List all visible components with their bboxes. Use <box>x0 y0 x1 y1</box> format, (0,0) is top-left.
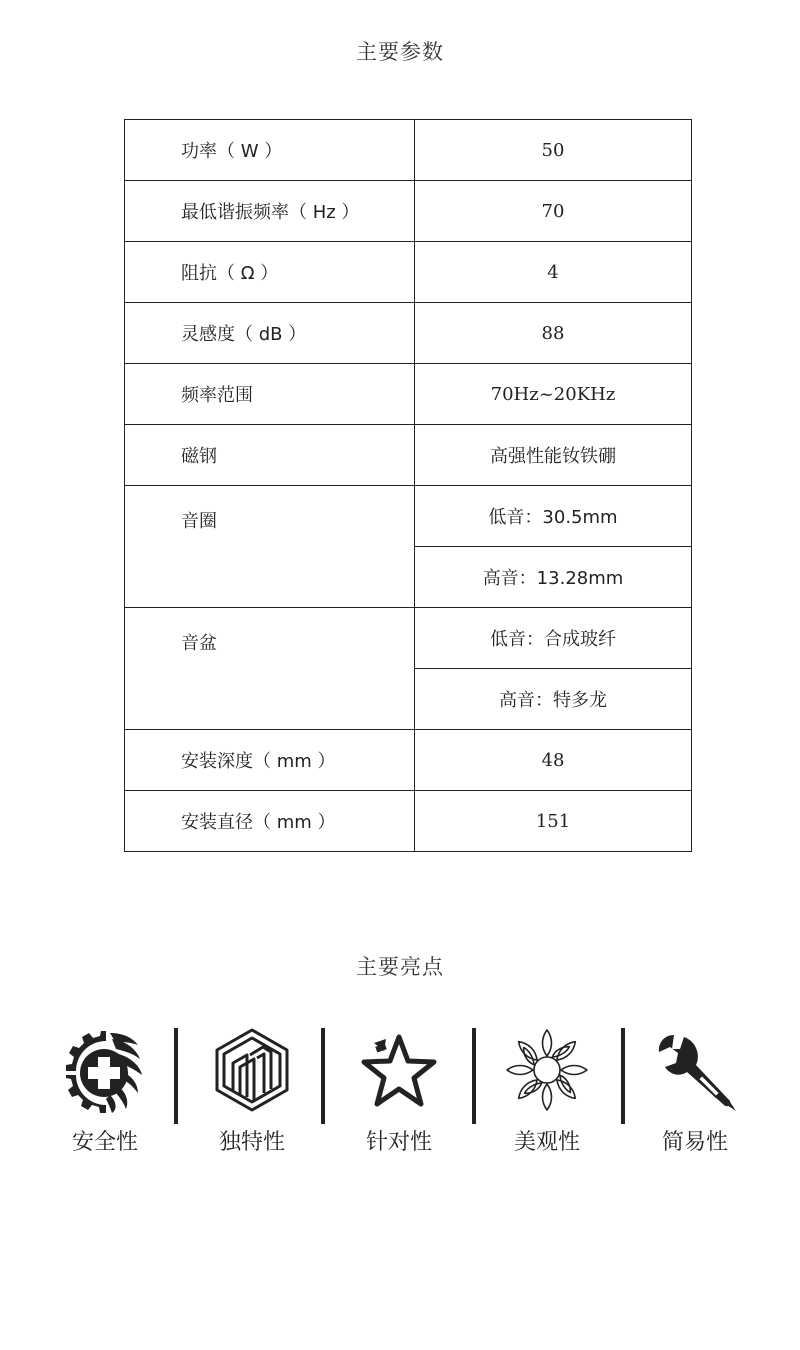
table-row <box>125 303 692 364</box>
spec-label-magnet: 磁钢 <box>125 425 415 486</box>
table-row <box>125 242 692 303</box>
spec-table <box>124 119 692 852</box>
highlight-targeted <box>324 1025 474 1156</box>
table-row <box>125 608 692 669</box>
spec-value-voice-coil-low: 低音：30.5mm <box>415 486 692 547</box>
params-title: 主要参数 <box>356 40 444 64</box>
spec-value-sensitivity: 88 <box>415 303 692 364</box>
wrench-screwdriver-icon <box>650 1025 740 1115</box>
table-row <box>125 181 692 242</box>
spec-value-install-diameter: 151 <box>415 791 692 852</box>
spec-label-freq-range: 频率范围 <box>125 364 415 425</box>
spec-label-impedance: 阻抗（ Ω ） <box>125 242 415 303</box>
highlight-simple <box>620 1025 770 1156</box>
highlight-safety <box>30 1025 180 1156</box>
highlight-label-targeted: 针对性 <box>365 1130 432 1155</box>
highlight-beauty <box>472 1025 622 1156</box>
table-row <box>125 425 692 486</box>
spec-value-power: 50 <box>415 120 692 181</box>
safety-gear-cross-icon <box>60 1025 150 1115</box>
spec-value-magnet: 高强性能钕铁硼 <box>415 425 692 486</box>
highlight-label-unique: 独特性 <box>218 1130 285 1155</box>
hexagon-pattern-icon <box>207 1025 297 1115</box>
spec-label-voice-coil: 音圈 <box>125 486 415 608</box>
highlight-label-simple: 简易性 <box>661 1130 728 1155</box>
table-row <box>125 730 692 791</box>
spec-value-min-resonance: 70 <box>415 181 692 242</box>
table-row <box>125 486 692 547</box>
highlight-label-beauty: 美观性 <box>513 1130 580 1155</box>
table-row <box>125 364 692 425</box>
spec-value-install-depth: 48 <box>415 730 692 791</box>
highlights-title: 主要亮点 <box>356 955 444 979</box>
spec-value-voice-coil-high: 高音：13.28mm <box>415 547 692 608</box>
spec-label-power: 功率（ W ） <box>125 120 415 181</box>
star-icon <box>354 1025 444 1115</box>
spec-label-sensitivity: 灵感度（ dB ） <box>125 303 415 364</box>
spec-label-install-depth: 安装深度（ mm ） <box>125 730 415 791</box>
spec-value-cone-high: 高音：特多龙 <box>415 669 692 730</box>
table-row <box>125 120 692 181</box>
spec-value-impedance: 4 <box>415 242 692 303</box>
table-row <box>125 791 692 852</box>
highlight-label-safety: 安全性 <box>71 1130 138 1155</box>
flower-icon <box>502 1025 592 1115</box>
spec-label-cone: 音盆 <box>125 608 415 730</box>
highlight-unique <box>177 1025 327 1156</box>
highlights-row <box>30 1025 770 1165</box>
spec-value-freq-range: 70Hz~20KHz <box>415 364 692 425</box>
spec-label-min-resonance: 最低谐振频率（ Hz ） <box>125 181 415 242</box>
spec-value-cone-low: 低音：合成玻纤 <box>415 608 692 669</box>
spec-label-install-diameter: 安装直径（ mm ） <box>125 791 415 852</box>
